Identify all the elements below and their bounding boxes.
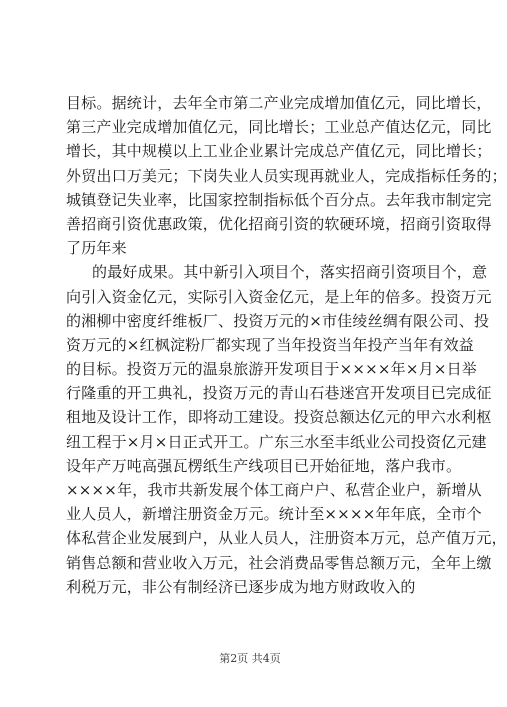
text-line: 租地及设计工作，即将动工建设。投资总额达亿元的甲六水利枢 [66, 408, 492, 427]
text-line: 设年产万吨高强瓦楞纸生产线项目已开始征地，落户我市。 [66, 456, 462, 475]
text-line: 销售总额和营业收入万元，社会消费品零售总额万元，全年上缴 [66, 553, 492, 572]
text-line: 资万元的×红枫淀粉厂都实现了当年投资当年投产当年有效益 [66, 335, 474, 354]
text-line: 善招商引资优惠政策，优化招商引资的软硬环境，招商引资取得 [66, 214, 492, 233]
page-number-footer: 第2页 共4页 [219, 652, 281, 665]
text-line: 纽工程于×月×日正式开工。广东三水至丰纸业公司投资亿元建 [66, 432, 487, 451]
text-line: 目标。据统计，去年全市第二产业完成增加值亿元，同比增长， [66, 94, 492, 112]
text-line: 向引入资金亿元，实际引入资金亿元，是上年的倍多。投资万元 [66, 287, 492, 306]
body-text [66, 91, 507, 599]
text-line: 增长，其中规模以上工业企业累计完成总产值亿元，同比增长； [66, 142, 492, 161]
text-line: 的最好成果。其中新引入项目个，落实招商引资项目个，意 [92, 263, 488, 282]
text-line: 体私营企业发展到户，从业人员人，注册资本万元，总产值万元， [66, 529, 507, 548]
text-line: 第三产业完成增加值亿元，同比增长；工业总产值达亿元，同比 [66, 118, 492, 137]
text-line: 利税万元，非公有制经济已逐步成为地方财政收入的 [66, 577, 416, 596]
text-line: 外贸出口万美元；下岗失业人员实现再就业人，完成指标任务的； [66, 166, 507, 185]
text-line: 了历年来 [66, 239, 127, 258]
text-line: 的湘柳中密度纤维板厂、投资万元的×市佳绫丝绸有限公司、投 [66, 311, 490, 330]
text-line: 行隆重的开工典礼，投资万元的青山石巷迷宫开发项目已完成征 [66, 384, 492, 403]
text-line: 业人员人，新增注册资金万元。统计至××××年年底，全市个 [66, 505, 482, 524]
text-line: 城镇登记失业率，比国家控制指标低个百分点。去年我市制定完 [66, 190, 492, 209]
text-line: 的目标。投资万元的温泉旅游开发项目于××××年×月×日举 [66, 360, 478, 379]
text-line: ××××年，我市共新发展个体工商户户、私营企业户，新增从 [66, 481, 482, 499]
